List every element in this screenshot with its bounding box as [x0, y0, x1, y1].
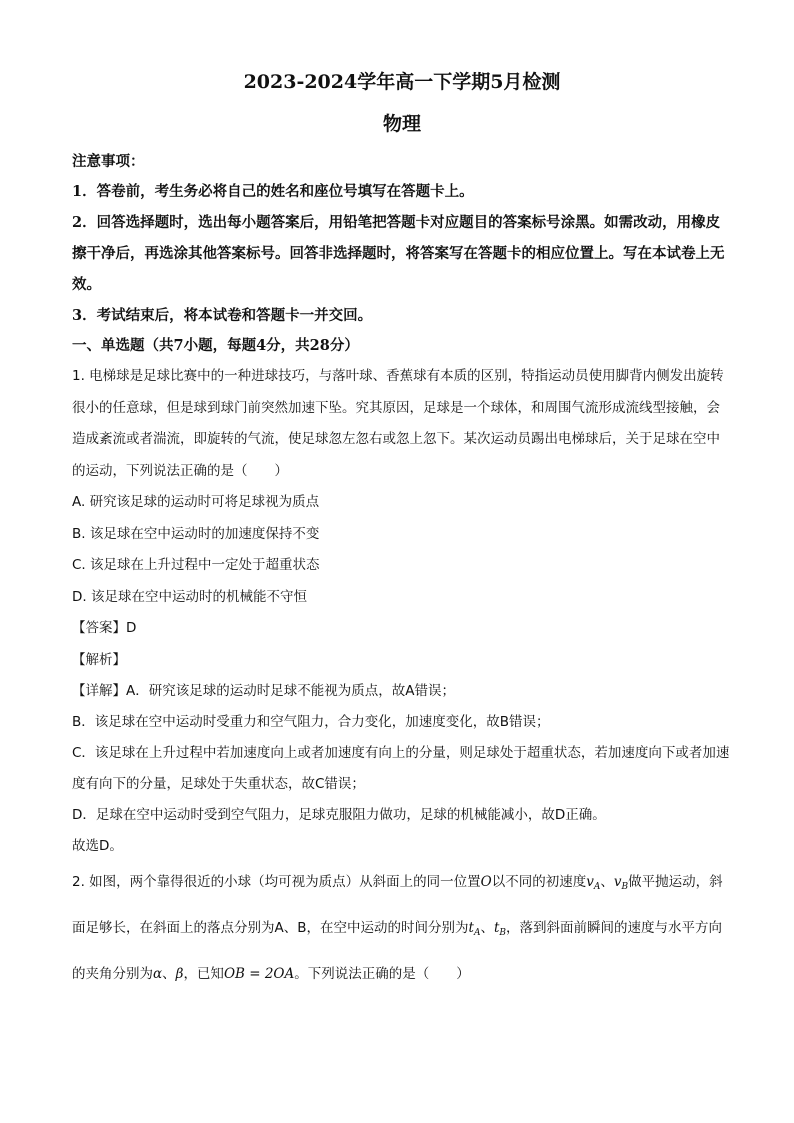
- notice-item-1: 1．答卷前，考生务必将自己的姓名和座位号填写在答题卡上。: [72, 183, 474, 200]
- velocity-a: $v_A$: [586, 874, 601, 892]
- time-b: $t_B$: [493, 920, 506, 938]
- point-o: O: [480, 874, 492, 890]
- q2-text-6: 。下列说法正确的是（ ）: [294, 966, 470, 982]
- separator: 、: [162, 966, 176, 982]
- q2-text-3: 做平抛运动，斜面足够长，在斜面上的落点分别为A、B，在空中运动的时间分别为: [72, 874, 723, 936]
- question-1-option-d: D. 该足球在空中运动时的机械能不守恒: [72, 588, 307, 605]
- detail-line-a: 【详解】A．研究该足球的运动时足球不能视为质点，故A错误；: [72, 683, 455, 699]
- separator: 、: [600, 874, 614, 890]
- question-1-option-c: C. 该足球在上升过程中一定处于超重状态: [72, 557, 320, 573]
- notice-heading: 注意事项：: [72, 153, 145, 170]
- q2-text-1: 2. 如图，两个靠得很近的小球（均可视为质点）从斜面上的同一位置: [72, 874, 481, 890]
- q2-text-5: ，已知: [183, 966, 224, 982]
- q2-text-2: 以不同的初速度: [491, 874, 587, 890]
- question-1-option-b: B. 该足球在空中运动时的加速度保持不变: [72, 525, 320, 542]
- subject-title: 物理: [382, 113, 421, 135]
- detail-conclusion: 故选D。: [72, 838, 123, 854]
- equation: OB = 2OA: [223, 966, 295, 982]
- detail-line-d: D．足球在空中运动时受到空气阻力，足球克服阻力做功，足球的机械能减小，故D正确。: [72, 807, 606, 823]
- notice-item-2: 2．回答选择题时，选出每小题答案后，用铅笔把答题卡对应题目的答案标号涂黑。如需改动，用橡皮擦干净后，再选涂其他答案标号。回答非选择题时，将答案写在答题卡的相应位置上。写在本试卷上无效。: [72, 214, 725, 293]
- exam-page: [72, 60, 732, 995]
- notice-item-3: 3．考试结束后，将本试卷和答题卡一并交回。: [72, 307, 373, 324]
- velocity-b: $v_B$: [613, 874, 629, 892]
- detail-line-b: B．该足球在空中运动时受重力和空气阻力，合力变化，加速度变化，故B错误；: [72, 714, 550, 730]
- analysis-tag: 【解析】: [72, 651, 126, 668]
- angle-beta: β: [175, 966, 184, 982]
- section-title: 一、单选题（共7小题，每题4分，共28分）: [72, 337, 359, 354]
- answer-tag: 【答案】D: [72, 620, 137, 636]
- time-a: $t_A$: [468, 920, 481, 938]
- separator: 、: [480, 920, 494, 936]
- detail-line-c: C．该足球在上升过程中若加速度向上或者加速度有向上的分量，则足球处于超重状态，若加速度向下或者加速度有向下的分量，足球处于失重状态，故C错误；: [72, 745, 730, 792]
- question-1-stem: 1. 电梯球是足球比赛中的一种进球技巧，与落叶球、香蕉球有本质的区别，特指运动员使用脚背内侧发出旋转很小的任意球，但是球到球门前突然加速下坠。究其原因，足球是一个球体，和周围气流形成流线型接触，会造成紊流或者湍流，即旋转的气流，使足球忽左忽右或忽上忽下。某次运动员踢出电梯球后，关于足球在空中的运动，下列说法正确的是（ ）: [72, 368, 724, 479]
- q2-text-4: ，落到斜面前瞬间的速度与水平方向的夹角分别为: [72, 920, 722, 982]
- question-1-option-a: A. 研究该足球的运动时可将足球视为质点: [72, 494, 320, 510]
- angle-alpha: α: [153, 966, 163, 982]
- question-2-stem: [72, 862, 732, 995]
- page-title: 2023-2024学年高一下学期5月检测: [243, 71, 561, 93]
